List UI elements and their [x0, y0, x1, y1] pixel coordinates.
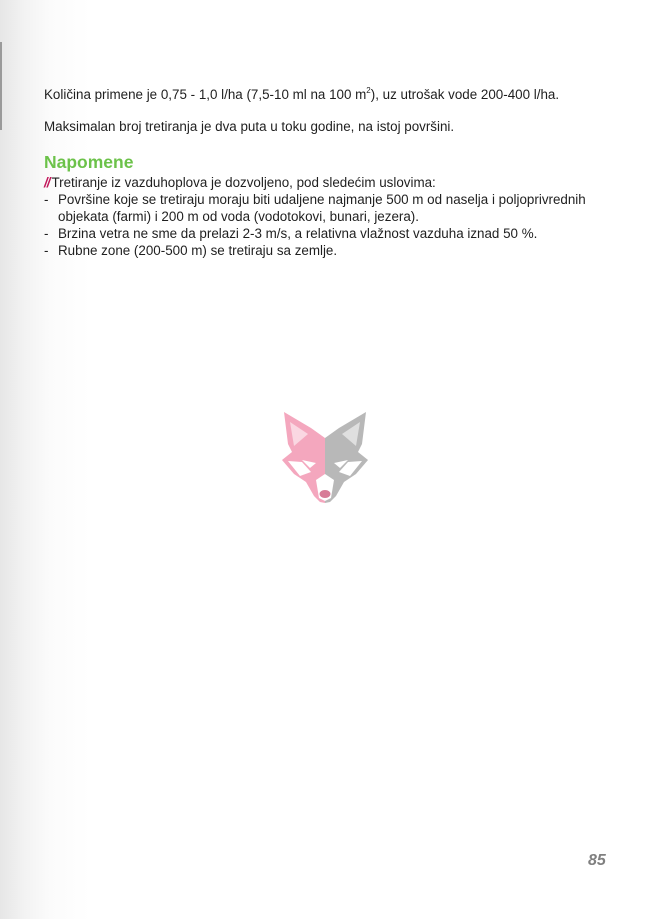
list-item-text: Brzina vetra ne sme da prelazi 2-3 m/s, a relativna vlažnost vazduha iznad 50 %. — [58, 226, 538, 241]
max-treatments-paragraph: Maksimalan broj tretiranja je dva puta u toku godine, na istoj površini. — [44, 119, 455, 134]
rate-text: Količina primene je 0,75 - 1,0 l/ha (7,5-10 ml na 100 m — [44, 87, 367, 102]
application-rate-paragraph — [44, 86, 614, 103]
page-number: 85 — [588, 852, 606, 869]
rate-text-end: ), uz utrošak vode 200-400 l/ha. — [370, 87, 560, 102]
page-edge-divider — [0, 42, 2, 130]
dash-bullet: - — [44, 192, 49, 207]
fox-head-icon — [280, 412, 370, 504]
notes-intro-text: Tretiranje iz vazduhoplova je dozvoljeno, pod sledećim uslovima: — [51, 175, 436, 190]
notes-heading: Napomene — [44, 152, 134, 172]
notes-intro — [44, 174, 614, 191]
fox-nose — [320, 490, 331, 498]
rate-superscript: 2 — [366, 85, 371, 95]
dash-bullet: - — [44, 226, 49, 241]
list-item — [44, 225, 614, 242]
page-content — [44, 86, 614, 259]
dash-bullet: - — [44, 243, 49, 258]
notes-list — [44, 191, 614, 259]
list-item-text: Površine koje se tretiraju moraju biti udaljene najmanje 500 m od naselja i poljoprivrednih objekata (farmi) i 200 m od voda (vodotokovi, bunari, jezera). — [58, 192, 586, 224]
list-item-text: Rubne zone (200-500 m) se tretiraju sa zemlje. — [58, 243, 338, 258]
slash-marker-icon: // — [44, 175, 50, 190]
list-item — [44, 242, 614, 259]
list-item — [44, 191, 614, 225]
